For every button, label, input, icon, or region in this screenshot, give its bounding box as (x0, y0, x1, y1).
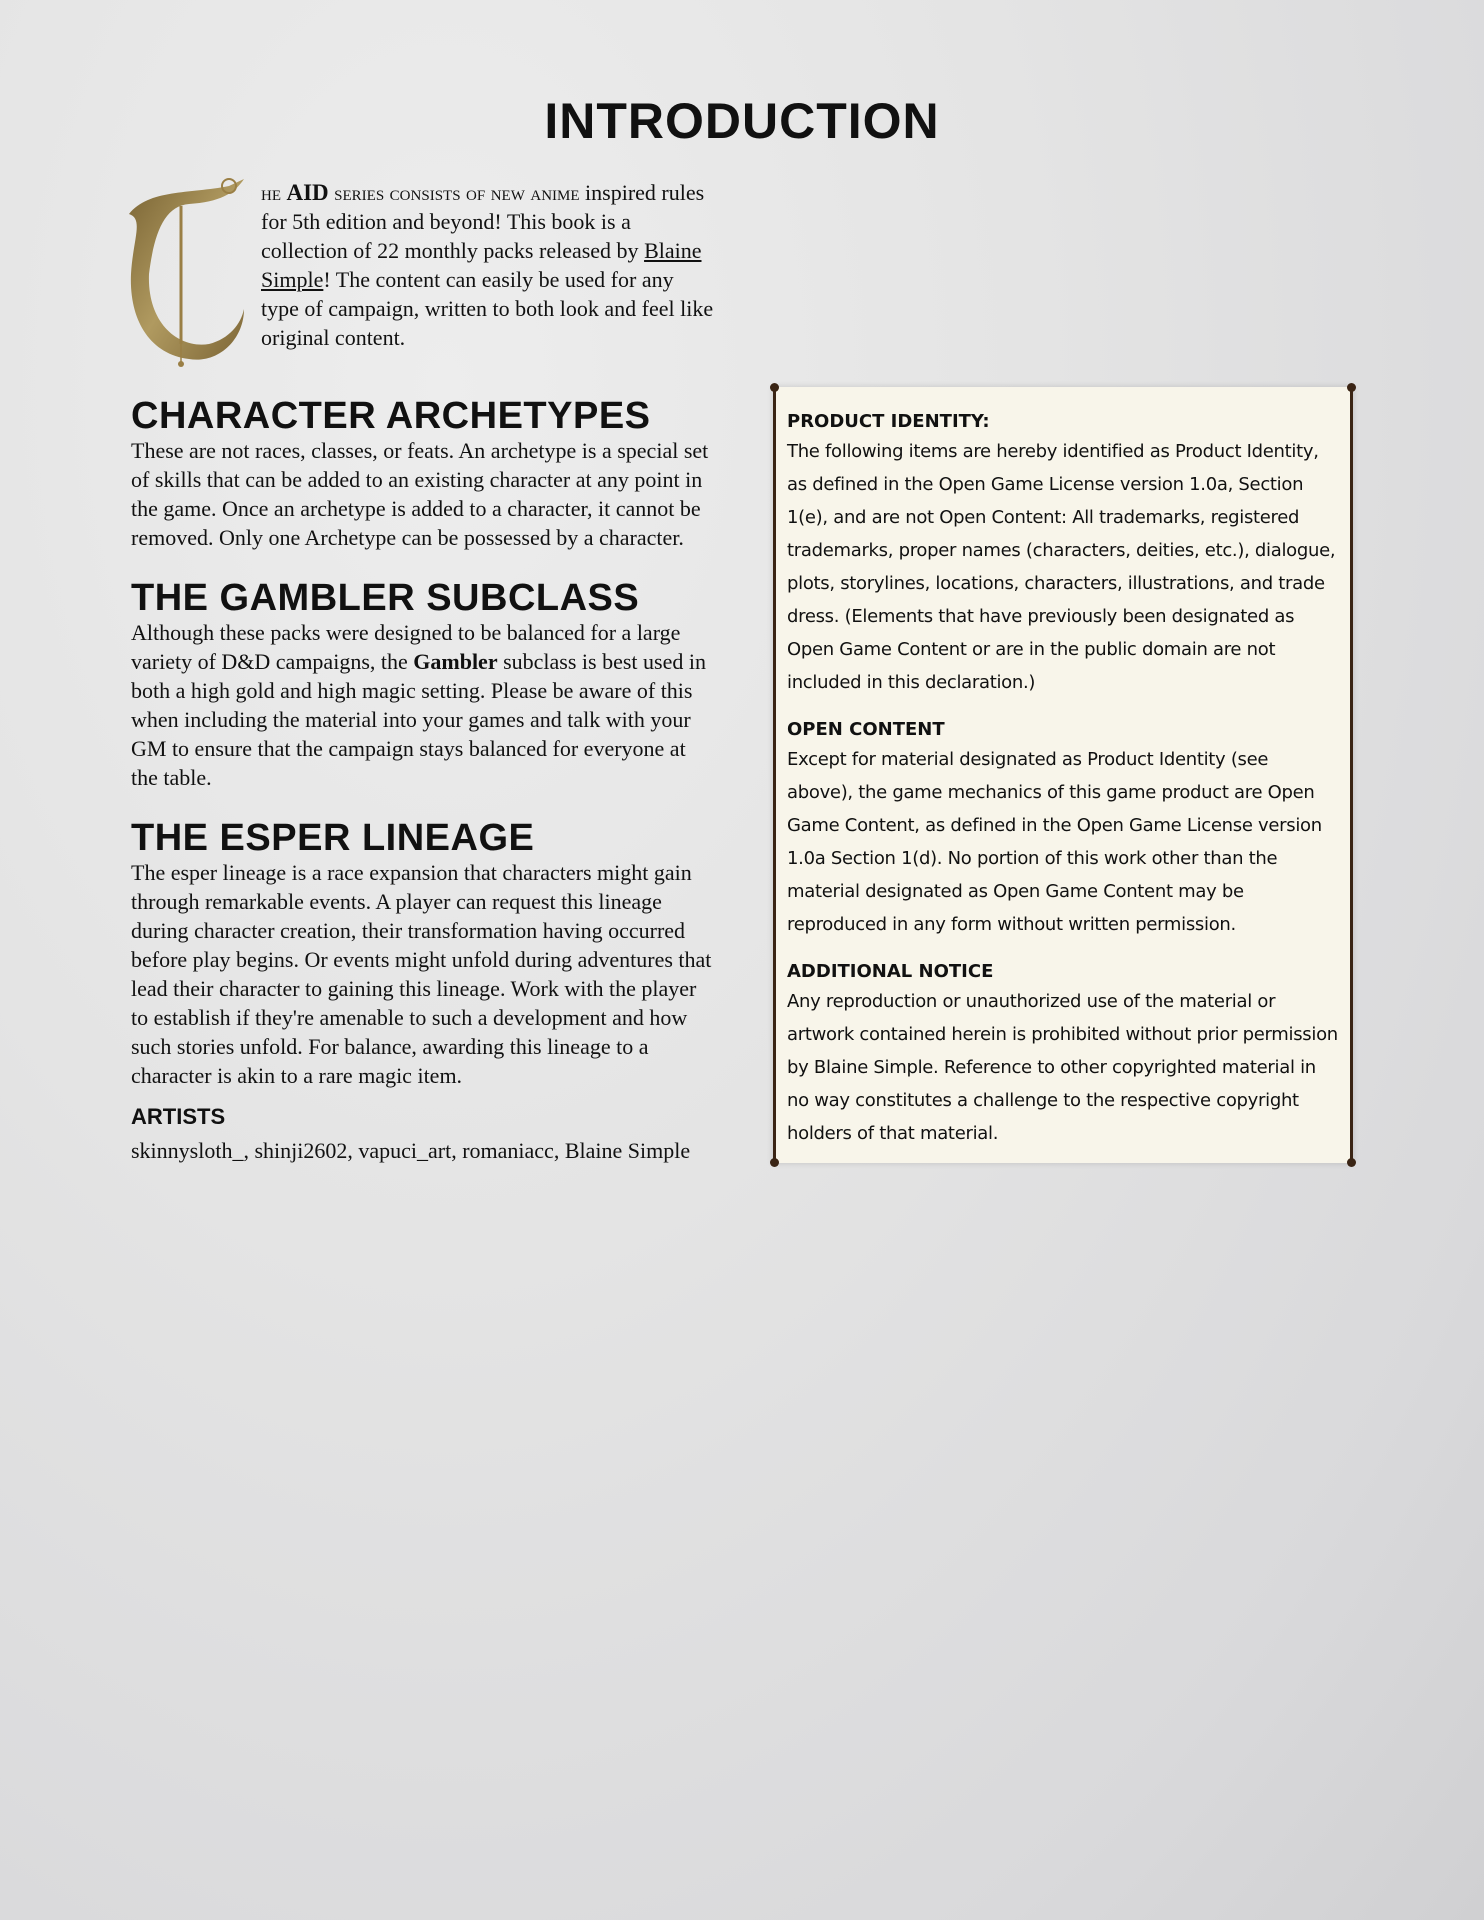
product-identity-heading: PRODUCT IDENTITY: (787, 411, 990, 432)
product-identity-body: The following items are hereby identified as Product Identity, as defined in the Open Game License version 1.0a, Section 1(e), and are not Open Content: All trademarks, registered trademarks, proper names (characters, deities, etc.), dialogue, plots, storylines, locations, characters, illustrations, and trade dress. (Elements that have previously been designated as Open Game Content or are in the public domain are not included in this declaration.) (787, 441, 1336, 693)
intro-lead-bold: AID (286, 180, 329, 205)
gambler-bold: Gambler (413, 649, 498, 674)
rail-dot (1347, 1158, 1356, 1167)
intro-lead-pre: he (261, 180, 281, 205)
intro-text-2: ! The content can easily be used for any type of campaign, written to both look and feel like original content. (261, 267, 714, 350)
left-column (131, 178, 716, 1165)
box-rail-right (1350, 387, 1353, 1163)
open-content-body: Except for material designated as Product Identity (see above), the game mechanics of this game product are Open Game Content, as defined in the Open Game License version 1.0a Section 1(d). No portion of this work other than the material designated as Open Game Content may be reproduced in any form without written permission. (787, 749, 1322, 935)
rail-dot (1347, 383, 1356, 392)
rail-dot (770, 1158, 779, 1167)
additional-notice-heading: ADDITIONAL NOTICE (787, 961, 994, 982)
heading-character-archetypes: CHARACTER ARCHETYPES (131, 395, 651, 437)
legal-notice-box (773, 387, 1353, 1163)
intro-paragraph (131, 178, 716, 378)
heading-esper-lineage: THE ESPER LINEAGE (131, 817, 535, 859)
gambler-body-2: subclass is best used in both a high gold and high magic setting. Please be aware of this when including the material into your games and talk with your GM to ensure that the campaign stays balanced for everyone at the table. (131, 649, 706, 790)
open-content-heading: OPEN CONTENT (787, 719, 945, 740)
gambler-body-1: Although these packs were designed to be balanced for a large variety of D&D campaigns, the (131, 620, 681, 674)
box-rail-left (773, 387, 776, 1163)
intro-lead-post: series consists of new anime (334, 180, 580, 205)
artists-body: skinnysloth_, shinji2602, vapuci_art, romaniacc, Blaine Simple (131, 1138, 691, 1163)
page-title: INTRODUCTION (544, 93, 940, 149)
gambler-subclass-body (131, 618, 716, 792)
heading-gambler-subclass: THE GAMBLER SUBCLASS (131, 577, 640, 619)
heading-artists: ARTISTS (131, 1104, 226, 1129)
intro-text-1: inspired rules for 5th edition and beyond! This book is a collection of 22 monthly packs released by (261, 180, 705, 263)
blaine-simple-link[interactable]: Blaine Simple (261, 238, 702, 292)
additional-notice-body: Any reproduction or unauthorized use of the material or artwork contained herein is prohibited without prior permission by Blaine Simple. Reference to other copyrighted material in no way constitutes a challenge to the respective copyright holders of that material. (787, 991, 1338, 1144)
character-archetypes-body: These are not races, classes, or feats. An archetype is a special set of skills that can be added to an existing character at any point in the game. Once an archetype is added to a character, it cannot be removed. Only one Archetype can be possessed by a character. (131, 438, 709, 550)
dropcap-t-icon (119, 174, 249, 374)
esper-lineage-body: The esper lineage is a race expansion that characters might gain through remarkable events. A player can request this lineage during character creation, their transformation having occurred before play begins. Or events might unfold during adventures that lead their character to gaining this lineage. Work with the player to establish if they're amenable to such a development and how such stories unfold. For balance, awarding this lineage to a character is akin to a rare magic item. (131, 860, 712, 1088)
rail-dot (770, 383, 779, 392)
